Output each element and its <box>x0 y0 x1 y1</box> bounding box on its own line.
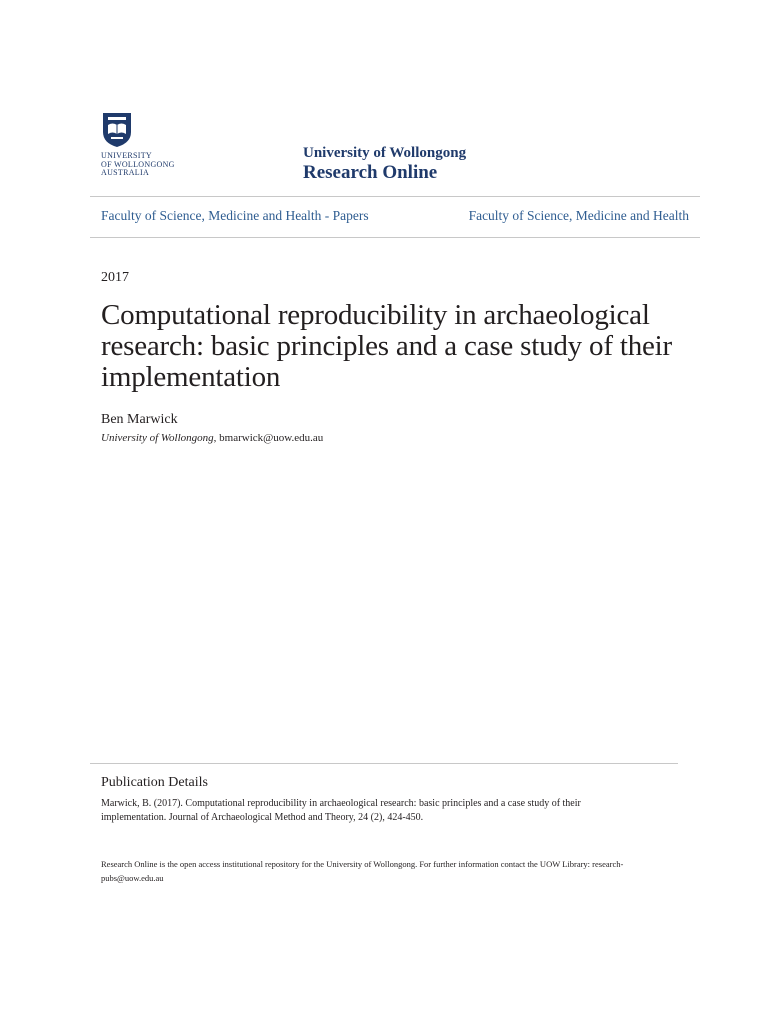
affiliation-name: University of Wollongong <box>101 432 214 444</box>
repository-name-line1: University of Wollongong <box>303 145 467 161</box>
repository-name <box>303 144 466 184</box>
repository-name-line2: Research Online <box>303 162 438 183</box>
author-name: Ben Marwick <box>101 412 178 427</box>
nav-bottom-rule <box>90 237 700 238</box>
faculty-link[interactable]: Faculty of Science, Medicine and Health <box>468 208 689 223</box>
logo-line: OF WOLLONGONG <box>101 159 175 169</box>
repository-footer-note: Research Online is the open access institutional repository for the University of Wollongong. For further information contact the UOW Library: research-pubs@uow.edu.au <box>101 859 624 883</box>
logo-wordmark <box>101 152 211 178</box>
logo-line: AUSTRALIA <box>101 168 150 177</box>
faculty-papers-link[interactable]: Faculty of Science, Medicine and Health - Papers <box>101 208 369 223</box>
publication-details-text: Marwick, B. (2017). Computational reproducibility in archaeological research: basic principles and a case study of their implementation. Journal of Archaeological Method and Theory, 24 (2), 424-450. <box>101 798 581 823</box>
details-rule <box>90 763 678 764</box>
publication-year: 2017 <box>101 270 129 285</box>
uow-logo <box>101 112 211 178</box>
author-email: bmarwick@uow.edu.au <box>219 432 324 444</box>
author-affiliation: University of Wollongong, bmarwick@uow.edu.au <box>101 432 324 444</box>
logo-line: UNIVERSITY <box>101 151 152 160</box>
uow-crest-icon <box>102 112 132 148</box>
paper-title: Computational reproducibility in archaeological research: basic principles and a case study of their implementation <box>101 299 672 393</box>
publication-details-heading: Publication Details <box>101 775 208 790</box>
nav-top-rule <box>90 196 700 197</box>
